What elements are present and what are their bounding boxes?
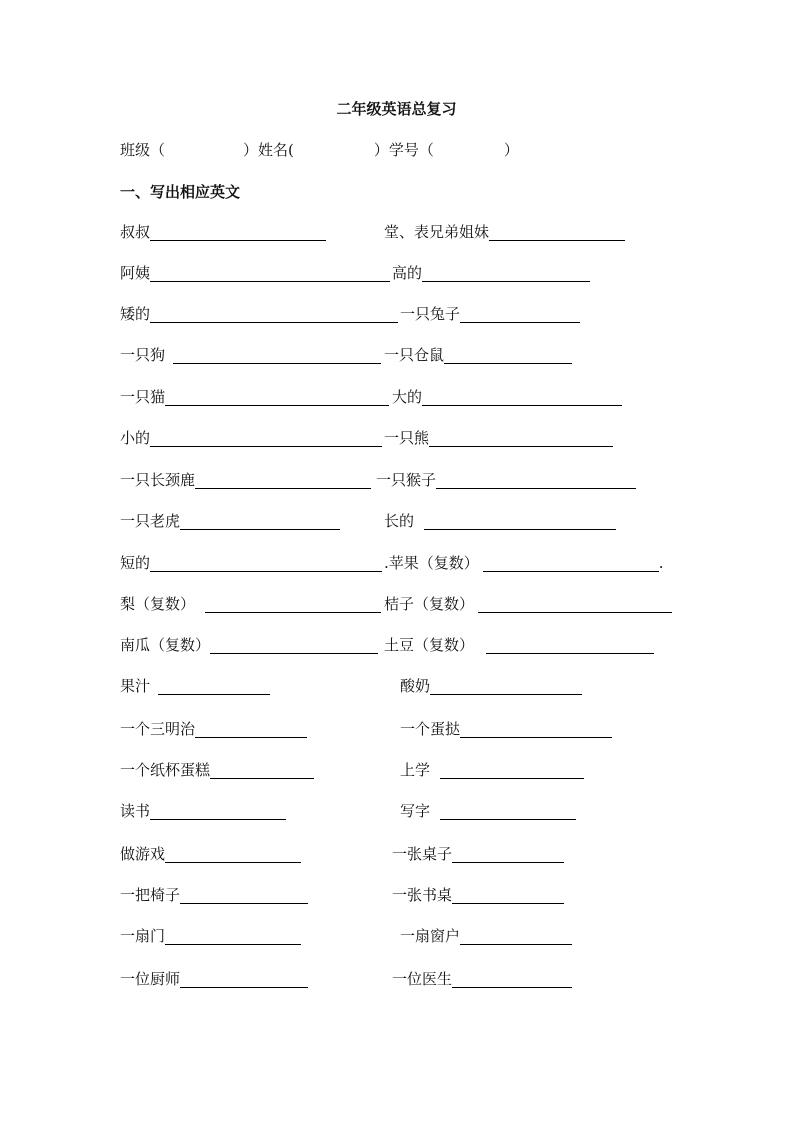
vocab-prompt: 一只狗: [120, 346, 166, 364]
answer-blank[interactable]: [150, 555, 382, 572]
vocab-item: [120, 223, 326, 243]
vocab-item: [384, 512, 616, 532]
vocab-prompt: .苹果（复数）: [384, 554, 479, 572]
vocab-prompt: 一只猴子: [376, 471, 437, 489]
answer-blank[interactable]: [165, 389, 389, 406]
vocab-item: [376, 471, 636, 491]
answer-blank[interactable]: [430, 678, 582, 695]
answer-blank[interactable]: [150, 306, 398, 323]
vocab-prompt: 土豆（复数）: [384, 636, 475, 654]
vocab-prompt: 堂、表兄弟姐妹: [384, 223, 490, 241]
answer-blank[interactable]: [440, 803, 576, 820]
answer-blank[interactable]: [452, 846, 564, 863]
vocab-prompt: 一个蛋挞: [400, 720, 461, 738]
vocab-prompt: 一扇窗户: [400, 927, 461, 945]
section-heading: 一、写出相应英文: [120, 183, 241, 201]
answer-blank[interactable]: [180, 513, 340, 530]
answer-blank[interactable]: [165, 928, 301, 945]
vocab-item: [400, 305, 580, 325]
vocab-item: [384, 636, 654, 656]
trailing-mark: .: [658, 554, 664, 572]
vocab-prompt: 酸奶: [400, 677, 431, 695]
answer-blank[interactable]: [460, 721, 612, 738]
class-label: 班级（: [120, 141, 166, 159]
vocab-prompt: 一扇门: [120, 927, 166, 945]
vocab-prompt: 大的: [392, 388, 423, 406]
vocab-item: [120, 346, 381, 366]
answer-blank[interactable]: [489, 224, 625, 241]
vocab-item: [384, 554, 664, 574]
vocab-prompt: 小的: [120, 429, 151, 447]
vocab-item: [392, 970, 572, 990]
answer-blank[interactable]: [210, 637, 378, 654]
answer-blank[interactable]: [195, 472, 371, 489]
vocab-prompt: 一只猫: [120, 388, 166, 406]
close-paren: ）: [503, 141, 519, 159]
vocab-prompt: 一个纸杯蛋糕: [120, 761, 211, 779]
vocab-item: [392, 845, 564, 865]
answer-blank[interactable]: [210, 762, 314, 779]
vocab-item: [120, 512, 340, 532]
answer-blank[interactable]: [150, 803, 286, 820]
answer-blank[interactable]: [158, 678, 270, 695]
vocab-item: [120, 720, 307, 740]
answer-blank[interactable]: [205, 596, 381, 613]
answer-blank[interactable]: [444, 347, 572, 364]
vocab-item: [120, 429, 382, 449]
vocab-prompt: 一位厨师: [120, 970, 181, 988]
vocab-prompt: 长的: [384, 512, 415, 530]
vocab-prompt: 上学: [400, 761, 431, 779]
vocab-item: [400, 720, 612, 740]
answer-blank[interactable]: [150, 265, 390, 282]
vocab-prompt: 一只长颈鹿: [120, 471, 196, 489]
vocab-item: [120, 471, 371, 491]
vocab-item: [120, 305, 398, 325]
vocab-prompt: 一张书桌: [392, 886, 453, 904]
vocab-item: [400, 677, 582, 697]
vocab-item: [120, 802, 286, 822]
answer-blank[interactable]: [483, 555, 659, 572]
answer-blank[interactable]: [165, 846, 301, 863]
vocab-prompt: 一只老虎: [120, 512, 181, 530]
answer-blank[interactable]: [422, 265, 590, 282]
answer-blank[interactable]: [478, 596, 672, 613]
vocab-item: [384, 223, 625, 243]
vocab-prompt: 一个三明治: [120, 720, 196, 738]
vocab-prompt: 梨（复数）: [120, 595, 196, 613]
vocab-prompt: 做游戏: [120, 845, 166, 863]
vocab-item: [120, 677, 270, 697]
answer-blank[interactable]: [180, 887, 308, 904]
vocab-item: [120, 554, 382, 574]
vocab-prompt: 一位医生: [392, 970, 453, 988]
vocab-prompt: 桔子（复数）: [384, 595, 475, 613]
vocab-prompt: 读书: [120, 802, 151, 820]
vocab-item: [392, 886, 564, 906]
answer-blank[interactable]: [180, 971, 308, 988]
vocab-prompt: 短的: [120, 554, 151, 572]
answer-blank[interactable]: [460, 928, 572, 945]
answer-blank[interactable]: [422, 389, 622, 406]
answer-blank[interactable]: [173, 347, 381, 364]
vocab-item: [120, 264, 390, 284]
answer-blank[interactable]: [460, 306, 580, 323]
number-label: ）学号（: [373, 141, 434, 159]
answer-blank[interactable]: [452, 887, 564, 904]
answer-blank[interactable]: [424, 513, 616, 530]
answer-blank[interactable]: [486, 637, 654, 654]
vocab-prompt: 南瓜（复数）: [120, 636, 211, 654]
vocab-item: [120, 636, 378, 656]
vocab-prompt: 一只兔子: [400, 305, 461, 323]
vocab-prompt: 写字: [400, 802, 431, 820]
name-label: ）姓名(: [243, 141, 294, 159]
answer-blank[interactable]: [436, 472, 636, 489]
vocab-item: [120, 761, 314, 781]
vocab-prompt: 果汁: [120, 677, 151, 695]
vocab-item: [120, 595, 381, 615]
vocab-item: [400, 927, 572, 947]
vocab-item: [400, 761, 584, 781]
answer-blank[interactable]: [150, 430, 382, 447]
vocab-prompt: 叔叔: [120, 223, 151, 241]
vocab-item: [384, 595, 672, 615]
vocab-prompt: 阿姨: [120, 264, 151, 282]
vocab-item: [120, 388, 389, 408]
student-info-line: [120, 139, 519, 160]
answer-blank[interactable]: [429, 430, 613, 447]
vocab-prompt: 高的: [392, 264, 423, 282]
page-title: 二年级英语总复习: [336, 100, 457, 118]
answer-blank[interactable]: [452, 971, 572, 988]
vocab-prompt: 一只仓鼠: [384, 346, 445, 364]
vocab-prompt: 一只熊: [384, 429, 430, 447]
vocab-prompt: 一张桌子: [392, 845, 453, 863]
vocab-item: [392, 264, 590, 284]
vocab-item: [384, 429, 613, 449]
vocab-item: [120, 845, 301, 865]
answer-blank[interactable]: [440, 762, 584, 779]
vocab-item: [384, 346, 572, 366]
vocab-prompt: 矮的: [120, 305, 151, 323]
answer-blank[interactable]: [195, 721, 307, 738]
vocab-item: [392, 388, 622, 408]
vocab-item: [120, 927, 301, 947]
vocab-item: [400, 802, 576, 822]
vocab-item: [120, 970, 308, 990]
vocab-prompt: 一把椅子: [120, 886, 181, 904]
vocab-item: [120, 886, 308, 906]
answer-blank[interactable]: [150, 224, 326, 241]
